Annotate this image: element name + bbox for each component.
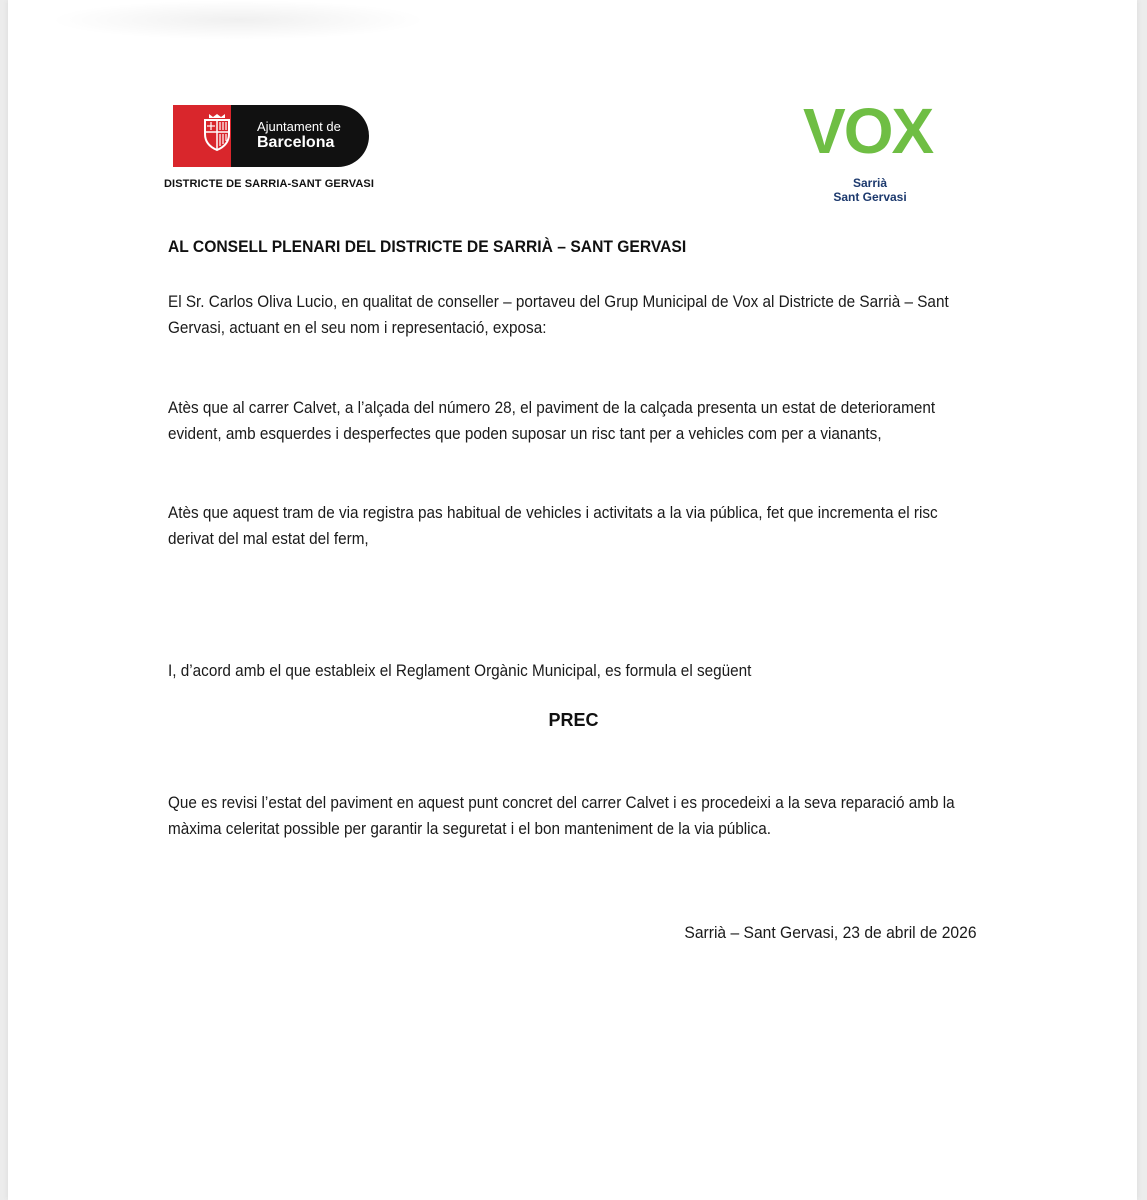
paragraph-1: Atès que al carrer Calvet, a l’alçada del número 28, el paviment de la calçada presenta un estat de deteriorament evident, amb esquerdes i desperfectes que poden suposar un risc tant per a vehicles com per a vianants, xyxy=(168,398,936,443)
paragraph-3: I, d’acord amb el que estableix el Reglament Orgànic Municipal, es formula el següent xyxy=(168,661,752,680)
district-label: DISTRICTE DE SARRIA-SANT GERVASI xyxy=(164,178,374,190)
paragraph-2: Atès que aquest tram de via registra pas habitual de vehicles i activitats a la via pública, fet que incrementa el risc derivat del mal estat del ferm, xyxy=(168,503,938,548)
intro-paragraph: El Sr. Carlos Oliva Lucio, en qualitat de conseller – portaveu del Grup Municipal de Vox al Districte de Sarrià – Sant Gervasi, actuant en el seu nom i representació, exposa: xyxy=(168,292,949,337)
prec-body: Que es revisi l’estat del paviment en aquest punt concret del carrer Calvet i es procedeixi a la seva reparació amb la màxima celeritat possible per garantir la seguretat i el bon manteniment de la via pública. xyxy=(168,793,955,838)
vox-logo-subtitle-1: Sarrià xyxy=(852,176,888,190)
vox-logo-subtitle-2: Sant Gervasi xyxy=(833,190,907,204)
vox-logo-wordmark: VOX xyxy=(803,95,933,167)
top-shadow xyxy=(48,0,428,40)
logo-line-2: Barcelona xyxy=(257,134,335,151)
logo-line-1: Ajuntament de xyxy=(257,119,341,134)
document-heading: AL CONSELL PLENARI DEL DISTRICTE DE SARRIÀ – SANT GERVASI xyxy=(168,237,687,256)
barcelona-shield-icon xyxy=(199,112,235,152)
date-line: Sarrià – Sant Gervasi, 23 de abril de 2026 xyxy=(684,923,977,942)
prec-title: PREC xyxy=(548,710,599,730)
